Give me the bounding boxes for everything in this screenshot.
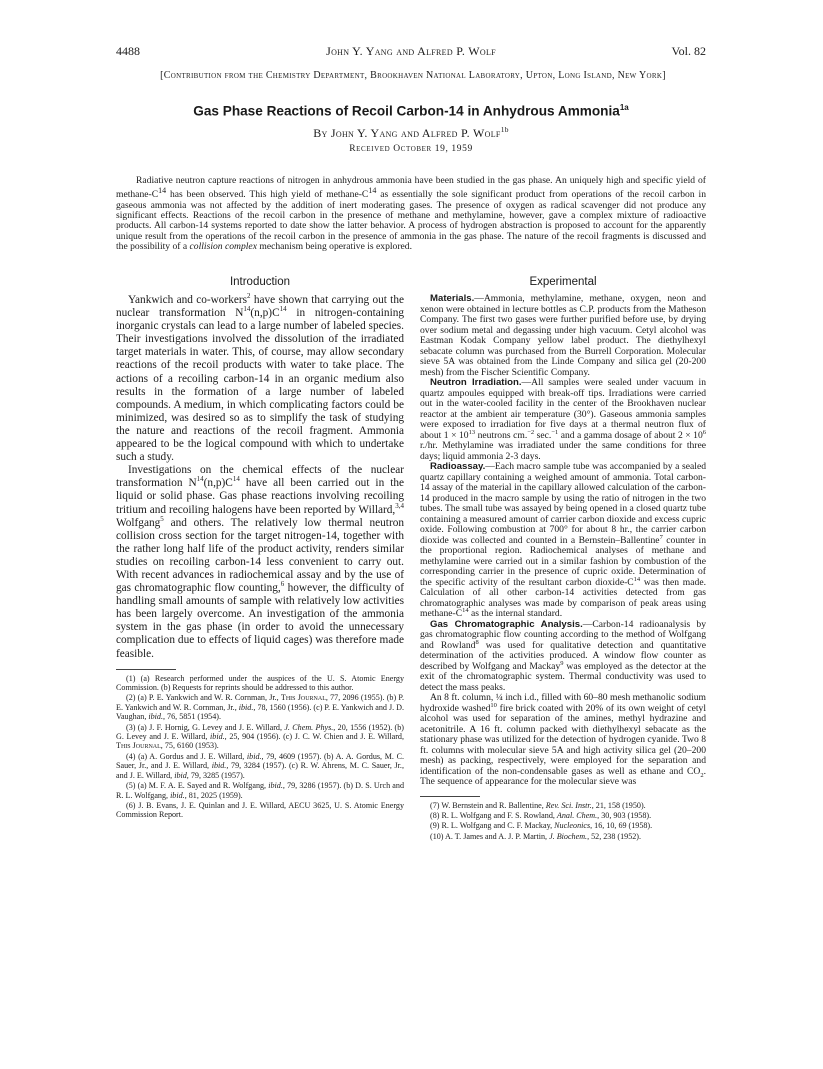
experimental-heading: Experimental (529, 276, 597, 288)
introduction-heading: Introduction (229, 276, 291, 288)
footnote-text: (8) R. L. Wolfgang and F. S. Rowland, (430, 810, 557, 820)
superscript: 6 (702, 428, 706, 436)
contribution-line: [Contribution from the Chemistry Department, Brookhaven National Laboratory, Upton, Long Island, New York] (160, 70, 666, 81)
footnote-rule (420, 796, 480, 797)
byline-and: and (397, 126, 422, 140)
footnote-text: , 75, 6160 (1953). (160, 741, 219, 751)
volume-number: Vol. 82 (671, 44, 706, 58)
journal-name: Rev. Sci. Instr. (545, 800, 592, 810)
journal-name: J. Biochem. (549, 831, 588, 841)
gas-chromatographic-paragraph (420, 620, 706, 694)
footnote-text: , 21, 158 (1950). (591, 800, 646, 810)
body-text: —All samples were sealed under vacuum in quartz ampoules equipped with break-off tips. Irradiations were carried out in the water-cooled facility in the center of the Brookhaven nuclear reactor at the ambient air temperature (30°). Gaseous ammonia samples were exposed to irradiation for five days at a thermal neutron flux of about 1 × 10 (420, 377, 707, 441)
body-text: have all been carried out in the liquid or solid phase. Gas phase reactions involving recoiling tritium and recoiling halogens have been reported by Willard, (116, 477, 404, 516)
journal-name: ibid. (268, 781, 283, 791)
footnote-text: , 76, 5851 (1954). (163, 712, 221, 722)
neutron-irradiation-paragraph (420, 378, 706, 462)
body-text: in nitrogen-containing inorganic crystals can lead to a large number of labeled species. Their investigations involved the dissolution of the irradiated target materials in water. This, of course, may allow secondary reactions of the recoil products with water to take place. The actions of a recoiling carbon-14 in an organic medium also results in the formation of a large number of labeled compounds. A medium, in which complicating factors could be minimized, was desired so as to simplify the task of studying the nature and reactions of the recoil fragment. Ammonia appeared to be the logical compound with which to undertake such a study. (116, 307, 404, 464)
journal-name: Anal. Chem. (556, 810, 598, 820)
footnote-text: (5) (a) M. F. A. E. Sayed and R. Wolfgang, (126, 781, 269, 791)
superscript: −2 (527, 428, 535, 436)
footnote-4 (116, 752, 404, 780)
footnote-text: , 25, 904 (1956). (c) J. C. W. Chien and J. E. Willard, (224, 732, 404, 742)
body-text: —Ammonia, methylamine, methane, oxygen, neon and xenon were obtained in lecture bottles as C.P. products from the Matheson Company. The first two gases were further purified before use, by drying over sodium metal and degassing under high vacuum. Cetyl alcohol was Eastman Kodak Company yellow label product. The diethylhexyl sebacate column was purchased from the Burrell Corporation. Molecular sieve 5A was obtained from the Linde Company and silica gel (20-200 mesh) from the Fischer Scientific Company. (420, 293, 706, 378)
intro-paragraph-2 (116, 464, 404, 660)
superscript: 14 (243, 305, 251, 314)
journal-name: J. Chem. Phys. (284, 722, 334, 732)
body-text: r./hr. Methylamine was irradiated under the same conditions for three days; liquid ammonia 2-3 days. (420, 440, 706, 462)
running-head (116, 44, 706, 60)
body-text: —Carbon-14 radioanalysis by gas chromatographic flow counting according to the method of Wolfgang and Rowland (420, 618, 706, 651)
body-text: neutrons cm. (475, 429, 528, 441)
footnote-text: , 16, 10, 69 (1958). (590, 821, 653, 831)
body-text: counter in the proportional region. Radiochemical analyses of methane and methylamine were carried out in a similar fashion by combustion of the corresponding carrier in the presence of cupric oxide. Determination of the specific activity of the resultant carbon dioxide-C (420, 534, 707, 588)
footnote-text: , 79, 3285 (1957). (186, 770, 245, 780)
footnote-text: , 30, 903 (1958). (597, 810, 652, 820)
abstract-text: Radiative neutron capture reactions of nitrogen in anhydrous ammonia have been studied in the gas phase. An uniquely high and specific yield of methane-C (116, 174, 706, 201)
footnote-text: , 79, 3286 (1957). (b) D. S. Urch and R. L. Wolfgang, (116, 781, 404, 800)
body-text: and a gamma dosage of about 2 × 10 (558, 429, 703, 441)
subscript: 2 (700, 771, 704, 779)
article-title (116, 103, 706, 119)
author-footnote-mark: 1b (500, 125, 509, 134)
body-text: Investigations on the chemical effects of the nuclear transformation N (116, 464, 404, 490)
abstract-italic: collision complex (189, 241, 257, 253)
footnote-text: (4) (a) A. Gordus and J. E. Willard, (126, 751, 247, 761)
footnote-text: , 79, 4609 (1957). (b) A. A. Gordus, M. C. Sauer, Jr., and J. E. Willard, (116, 751, 404, 771)
journal-name: ibid. (211, 761, 227, 771)
run-in-heading: Materials. (430, 293, 475, 304)
footnote-text: , 81, 2025 (1959). (184, 790, 243, 800)
author-1: John Y. Yang (330, 126, 398, 140)
footnote-10 (420, 832, 706, 841)
footnotes-left (116, 674, 404, 820)
footnotes-right (420, 801, 706, 842)
run-in-heading: Neutron Irradiation. (430, 377, 522, 388)
superscript: 14 (232, 475, 240, 484)
footnote-1: (1) (a) Research performed under the auspices of the U. S. Atomic Energy Commission. (b) Requests for reprints should be addressed to this author. (116, 673, 404, 693)
reference-mark: 8 (475, 638, 479, 646)
body-text: fire brick coated with 20% of its own weight of cetyl alcohol was used for separation of the amines, methyl hydrazine and acetonitrile. A 16 ft. column packed with diethylhexyl sebacate as the stationary phase was utilized for the detection of hydrogen cyanide. Two 8 ft. columns with molecular sieve 5A and high activity silica gel (20–200 mesh) as packing, respectively, were employed for the separation and identification of the non-condensable gases as well as ethane and CO (420, 702, 706, 777)
superscript: 13 (468, 428, 476, 436)
run-in-heading: Radioassay. (430, 461, 486, 472)
superscript: −1 (551, 428, 559, 436)
abstract-text: mechanism being operative is explored. (256, 241, 413, 253)
reference-mark: 3,4 (395, 501, 404, 510)
footnote-text: (3) (a) J. F. Hornig, G. Levey and J. E. Willard, (126, 722, 285, 732)
byline (116, 125, 706, 141)
intro-paragraph-1 (116, 294, 404, 464)
body-text: was employed as the detector at the exit of the chromatographic system. Thermal conductivity was used to detect the mass peaks. (420, 660, 706, 693)
footnote-rule (116, 669, 176, 670)
footnote-7 (420, 801, 706, 810)
reference-mark: 10 (490, 701, 497, 709)
superscript: 14 (196, 475, 204, 484)
body-text: and others. The relatively low thermal neutron collision cross section for the target nitrogen-14, together with the rather long half life of the product activity, renders similar studies on recoiling carbon-14 less convenient to carry out. With recent advances in radiochemical assay and by the use of gas chromatographic flow counting, (116, 516, 404, 595)
running-head-authors: John Y. Yang and Alfred P. Wolf (326, 44, 496, 58)
footnote-text: , 79, 3284 (1957). (c) R. W. Ahrens, M. C. Sauer, Jr., and J. E. Willard, (116, 761, 404, 780)
footnote-5 (116, 781, 404, 800)
footnote-text: , 78, 1560 (1956). (c) P. E. Yankwich and J. D. Vaughan, (116, 702, 405, 722)
reference-mark: 5 (160, 514, 164, 523)
superscript: 14 (158, 186, 167, 195)
body-text: have shown that carrying out the nuclear transformation N (116, 294, 404, 320)
footnote-3 (116, 723, 404, 751)
reference-mark: 6 (280, 580, 285, 589)
body-text: was used for qualitative detection and quantitative determination of the activities produced. A window flow counter as described by Wolfgang and Mackay (420, 639, 706, 672)
body-text: as the internal standard. (468, 608, 563, 619)
reference-mark: 9 (560, 659, 564, 667)
journal-name: This Journal (280, 693, 326, 703)
author-2: Alfred P. Wolf (421, 126, 501, 140)
abstract-text: as essentially the sole significant product from operations of the recoil carbon in gaseous ammonia was not affected by the addition of inert moderating gases. The presence of oxygen as radical scavenger did not produce any significant effects. Reactions of the recoil carbon in the presence of methane and methylamine, however, gave a complex mixture of radioactive products. All carbon-14 systems reported to date show the latter behavior. A process of hydrogen abstraction is proposed to account for the apparently unique result from the operations of the recoil carbon in the presence of ammonia in the gas phase. The nature of the recoil fragments is discussed and the possibility of a (116, 189, 707, 253)
body-text: was then made. Calculation of all other carbon-14 activities detected from gas chromatographic analyses was made by comparison of peak areas using methane-C (420, 576, 706, 619)
reference-mark: 7 (659, 533, 663, 541)
journal-name: This Journal (116, 741, 161, 751)
superscript: 14 (633, 575, 641, 583)
footnote-text: , 77, 2096 (1955). (b) P. E. Yankwich and W. R. Cornman, Jr., (116, 693, 404, 712)
journal-name: ibid. (238, 702, 254, 712)
column-paragraph (420, 693, 706, 788)
received-date: Received October 19, 1959 (349, 144, 473, 154)
footnote-text: (9) R. L. Wolfgang and C. F. Mackay, (430, 821, 555, 831)
body-text: however, the difficulty of handling small amounts of sample with relatively low activities has been largely overcome. An investigation of the ammonia system in the gas phase (in order to avoid the unnecessary complication due to effects of liquid cages) was therefore made feasible. (116, 582, 405, 660)
footnote-9 (420, 821, 706, 830)
body-text: (n,p)C (203, 477, 233, 490)
journal-name: ibid. (246, 751, 262, 761)
body-text: . The sequence of appearance for the molecular sieve was (420, 765, 706, 787)
footnote-text: (10) A. T. James and A. J. P. Martin, (430, 831, 550, 841)
journal-name: ibid. (210, 732, 225, 742)
journal-name: Nucleonics (554, 821, 591, 831)
article-title-text: Gas Phase Reactions of Recoil Carbon-14 in Anhydrous Ammonia (193, 103, 620, 119)
journal-name: ibid (174, 770, 187, 780)
right-column (420, 276, 706, 841)
body-text: An 8 ft. column, ¼ inch i.d., filled with 60–80 mesh methanolic sodium hydroxide washed (420, 692, 706, 714)
body-text: (n,p)C (250, 307, 280, 320)
superscript: 14 (279, 305, 287, 314)
materials-paragraph (420, 294, 706, 378)
radioassay-paragraph (420, 462, 706, 620)
abstract-text: has been observed. This high yield of methane-C (166, 189, 369, 201)
footnote-6: (6) J. B. Evans, J. E. Quinlan and J. E. Willard, AECU 3625, U. S. Atomic Energy Commission Report. (116, 800, 404, 820)
body-text: Wolfgang (116, 516, 161, 529)
body-text: Yankwich and co-workers (128, 294, 248, 306)
footnote-text: , 20, 1556 (1952). (b) G. Levey and J. E. Willard, (116, 722, 404, 742)
abstract (116, 176, 706, 253)
run-in-heading: Gas Chromatographic Analysis. (430, 618, 583, 630)
footnote-text: (2) (a) P. E. Yankwich and W. R. Cornman, Jr., (126, 693, 281, 703)
journal-name: ibid. (148, 712, 163, 722)
reference-mark: 2 (247, 292, 251, 301)
left-column (116, 276, 404, 820)
page-number: 4488 (116, 44, 140, 58)
superscript: 14 (462, 606, 469, 614)
title-footnote-mark: 1a (619, 103, 629, 112)
superscript: 14 (368, 186, 377, 195)
footnote-text: , 52, 238 (1952). (587, 831, 642, 841)
body-text: sec. (534, 429, 552, 441)
footnote-8 (420, 811, 706, 820)
footnote-text: (7) W. Bernstein and R. Ballentine, (430, 800, 546, 810)
body-text: —Each macro sample tube was accompanied by a sealed quartz capillary containing a weighed amount of ammonia. Total carbon-14 assay of the material in the capillary allowed calculation of the carbon-14 produced in the macro sample by using the ratio of nitrogen in the two tubes. The small tube was assayed by being opened in a closed quartz tube containing a measured amount of carrier carbon dioxide and excess cupric oxide. Following combustion at 700° for about 8 hr., the carrier carbon dioxide was collected and counted in a Bernstein–Ballentine (420, 461, 706, 546)
footnote-2 (116, 693, 404, 721)
byline-prefix: By (313, 126, 331, 140)
journal-name: ibid. (170, 790, 185, 800)
